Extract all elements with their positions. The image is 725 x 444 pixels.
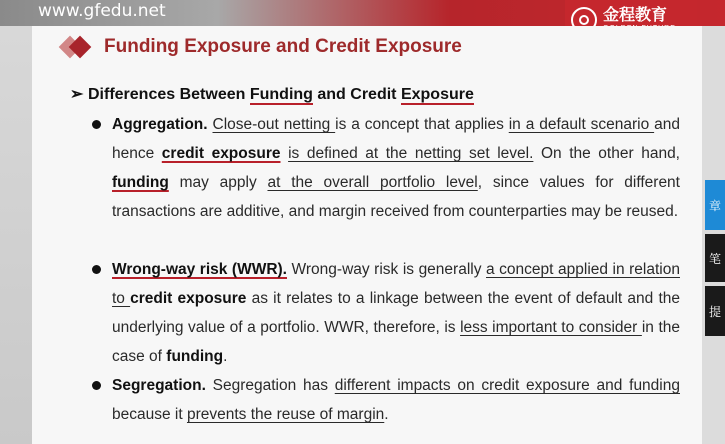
side-tab-chapters[interactable]: 章: [705, 180, 725, 230]
bullet-dot-icon: [92, 120, 101, 129]
bullet-aggregation: [94, 110, 680, 226]
bullet-dot-icon: [92, 381, 101, 390]
bullet-text: Segregation. Segregation has different impacts on credit exposure and funding because it prevents the reuse of margin.: [112, 377, 680, 423]
title-diamond-icon: [56, 36, 96, 60]
bullet-text: Wrong-way risk (WWR). Wrong-way risk is generally a concept applied in relation to credit exposure as it relates to a linkage between the event of default and the underlying value of a portfolio. WWR, therefore, is less important to consider in the case of funding.: [112, 261, 681, 365]
bullet-wrong-way-risk: [94, 255, 680, 371]
bullet-dot-icon: [92, 265, 101, 274]
bullet-segregation: [94, 371, 680, 429]
slide-title: Funding Exposure and Credit Exposure: [104, 36, 462, 57]
arrow-bullet-icon: ➢: [70, 86, 84, 103]
site-url: www.gfedu.net: [38, 1, 166, 21]
bullet-text: Aggregation. Close-out netting is a concept that applies in a default scenario and hence credit exposure is defined at the netting set level. On the other hand, funding may apply at the overall portfolio level, since values for different transactions are additive, and margin received from counterparties may be reused.: [112, 116, 680, 220]
logo-chinese-name: 金程教育: [603, 5, 668, 24]
left-background: [0, 26, 32, 444]
subheading: ➢ Differences Between Funding and Credit Exposure: [70, 86, 474, 103]
side-tab-notes[interactable]: 笔: [705, 234, 725, 282]
side-tab-questions[interactable]: 提: [705, 286, 725, 336]
